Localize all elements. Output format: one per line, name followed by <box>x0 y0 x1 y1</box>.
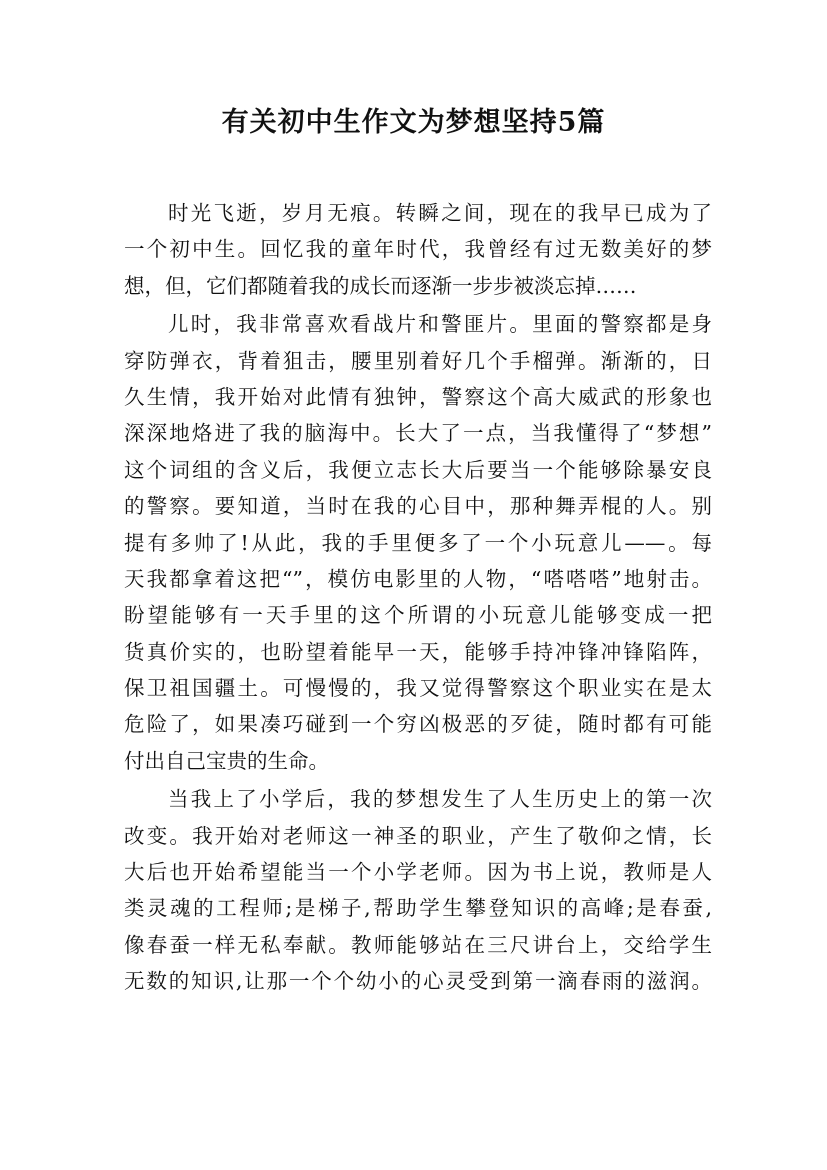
paragraph <box>124 781 712 999</box>
text-line: 天我都拿着这把“”，模仿电影里的人物，“嗒嗒嗒”地射击。 <box>124 566 712 591</box>
text-line: 时光飞逝，岁月无痕。转瞬之间，现在的我早已成为了 <box>168 201 712 225</box>
text-line: 当我上了小学后，我的梦想发生了人生历史上的第一次 <box>168 787 712 812</box>
text-line: 改变。我开始对老师这一神圣的职业，产生了敬仰之情，长 <box>124 823 712 848</box>
text-line: 的警察。要知道，当时在我的心目中，那种舞弄棍的人。别 <box>124 494 712 519</box>
text-line: 久生情，我开始对此情有独钟，警察这个高大威武的形象也 <box>124 384 712 409</box>
text-line: 像春蚕一样无私奉献。教师能够站在三尺讲台上，交给学生 <box>124 932 712 957</box>
text-line: 大后也开始希望能当一个小学老师。因为书上说，教师是人 <box>124 860 712 885</box>
text-line: 想，但，它们都随着我的成长而逐渐一步步被淡忘掉…… <box>124 273 637 298</box>
text-line: 危险了，如果凑巧碰到一个穷凶极恶的歹徒，随时都有可能 <box>124 712 712 737</box>
text-line: 穿防弹衣，背着狙击，腰里别着好几个手榴弹。渐渐的，日 <box>124 348 712 373</box>
paragraph <box>124 195 712 304</box>
text-line: 类灵魂的工程师;是梯子,帮助学生攀登知识的高峰;是春蚕, <box>124 896 712 921</box>
text-line: 儿时，我非常喜欢看战片和警匪片。里面的警察都是身 <box>168 312 712 337</box>
text-line: 无数的知识,让那一个个幼小的心灵受到第一滴春雨的滋润。 <box>124 969 712 994</box>
text-line: 提有多帅了!从此，我的手里便多了一个小玩意儿——。每 <box>124 530 712 555</box>
text-line: 深深地烙进了我的脑海中。长大了一点，当我懂得了“梦想” <box>124 421 712 446</box>
text-line: 一个初中生。回忆我的童年时代，我曾经有过无数美好的梦 <box>124 237 712 262</box>
text-line: 货真价实的，也盼望着能早一天，能够手持冲锋冲锋陷阵， <box>124 639 712 664</box>
document-body <box>124 195 712 1000</box>
paragraph <box>124 306 712 779</box>
text-line: 这个词组的含义后，我便立志长大后要当一个能够除暴安良 <box>124 457 712 482</box>
text-line: 保卫祖国疆土。可慢慢的，我又觉得警察这个职业实在是太 <box>124 676 712 701</box>
text-line: 付出自己宝贵的生命。 <box>124 748 329 773</box>
document-title: 有关初中生作文为梦想坚持5篇 <box>221 107 606 138</box>
text-line: 盼望能够有一天手里的这个所谓的小玩意儿能够变成一把 <box>124 603 712 628</box>
